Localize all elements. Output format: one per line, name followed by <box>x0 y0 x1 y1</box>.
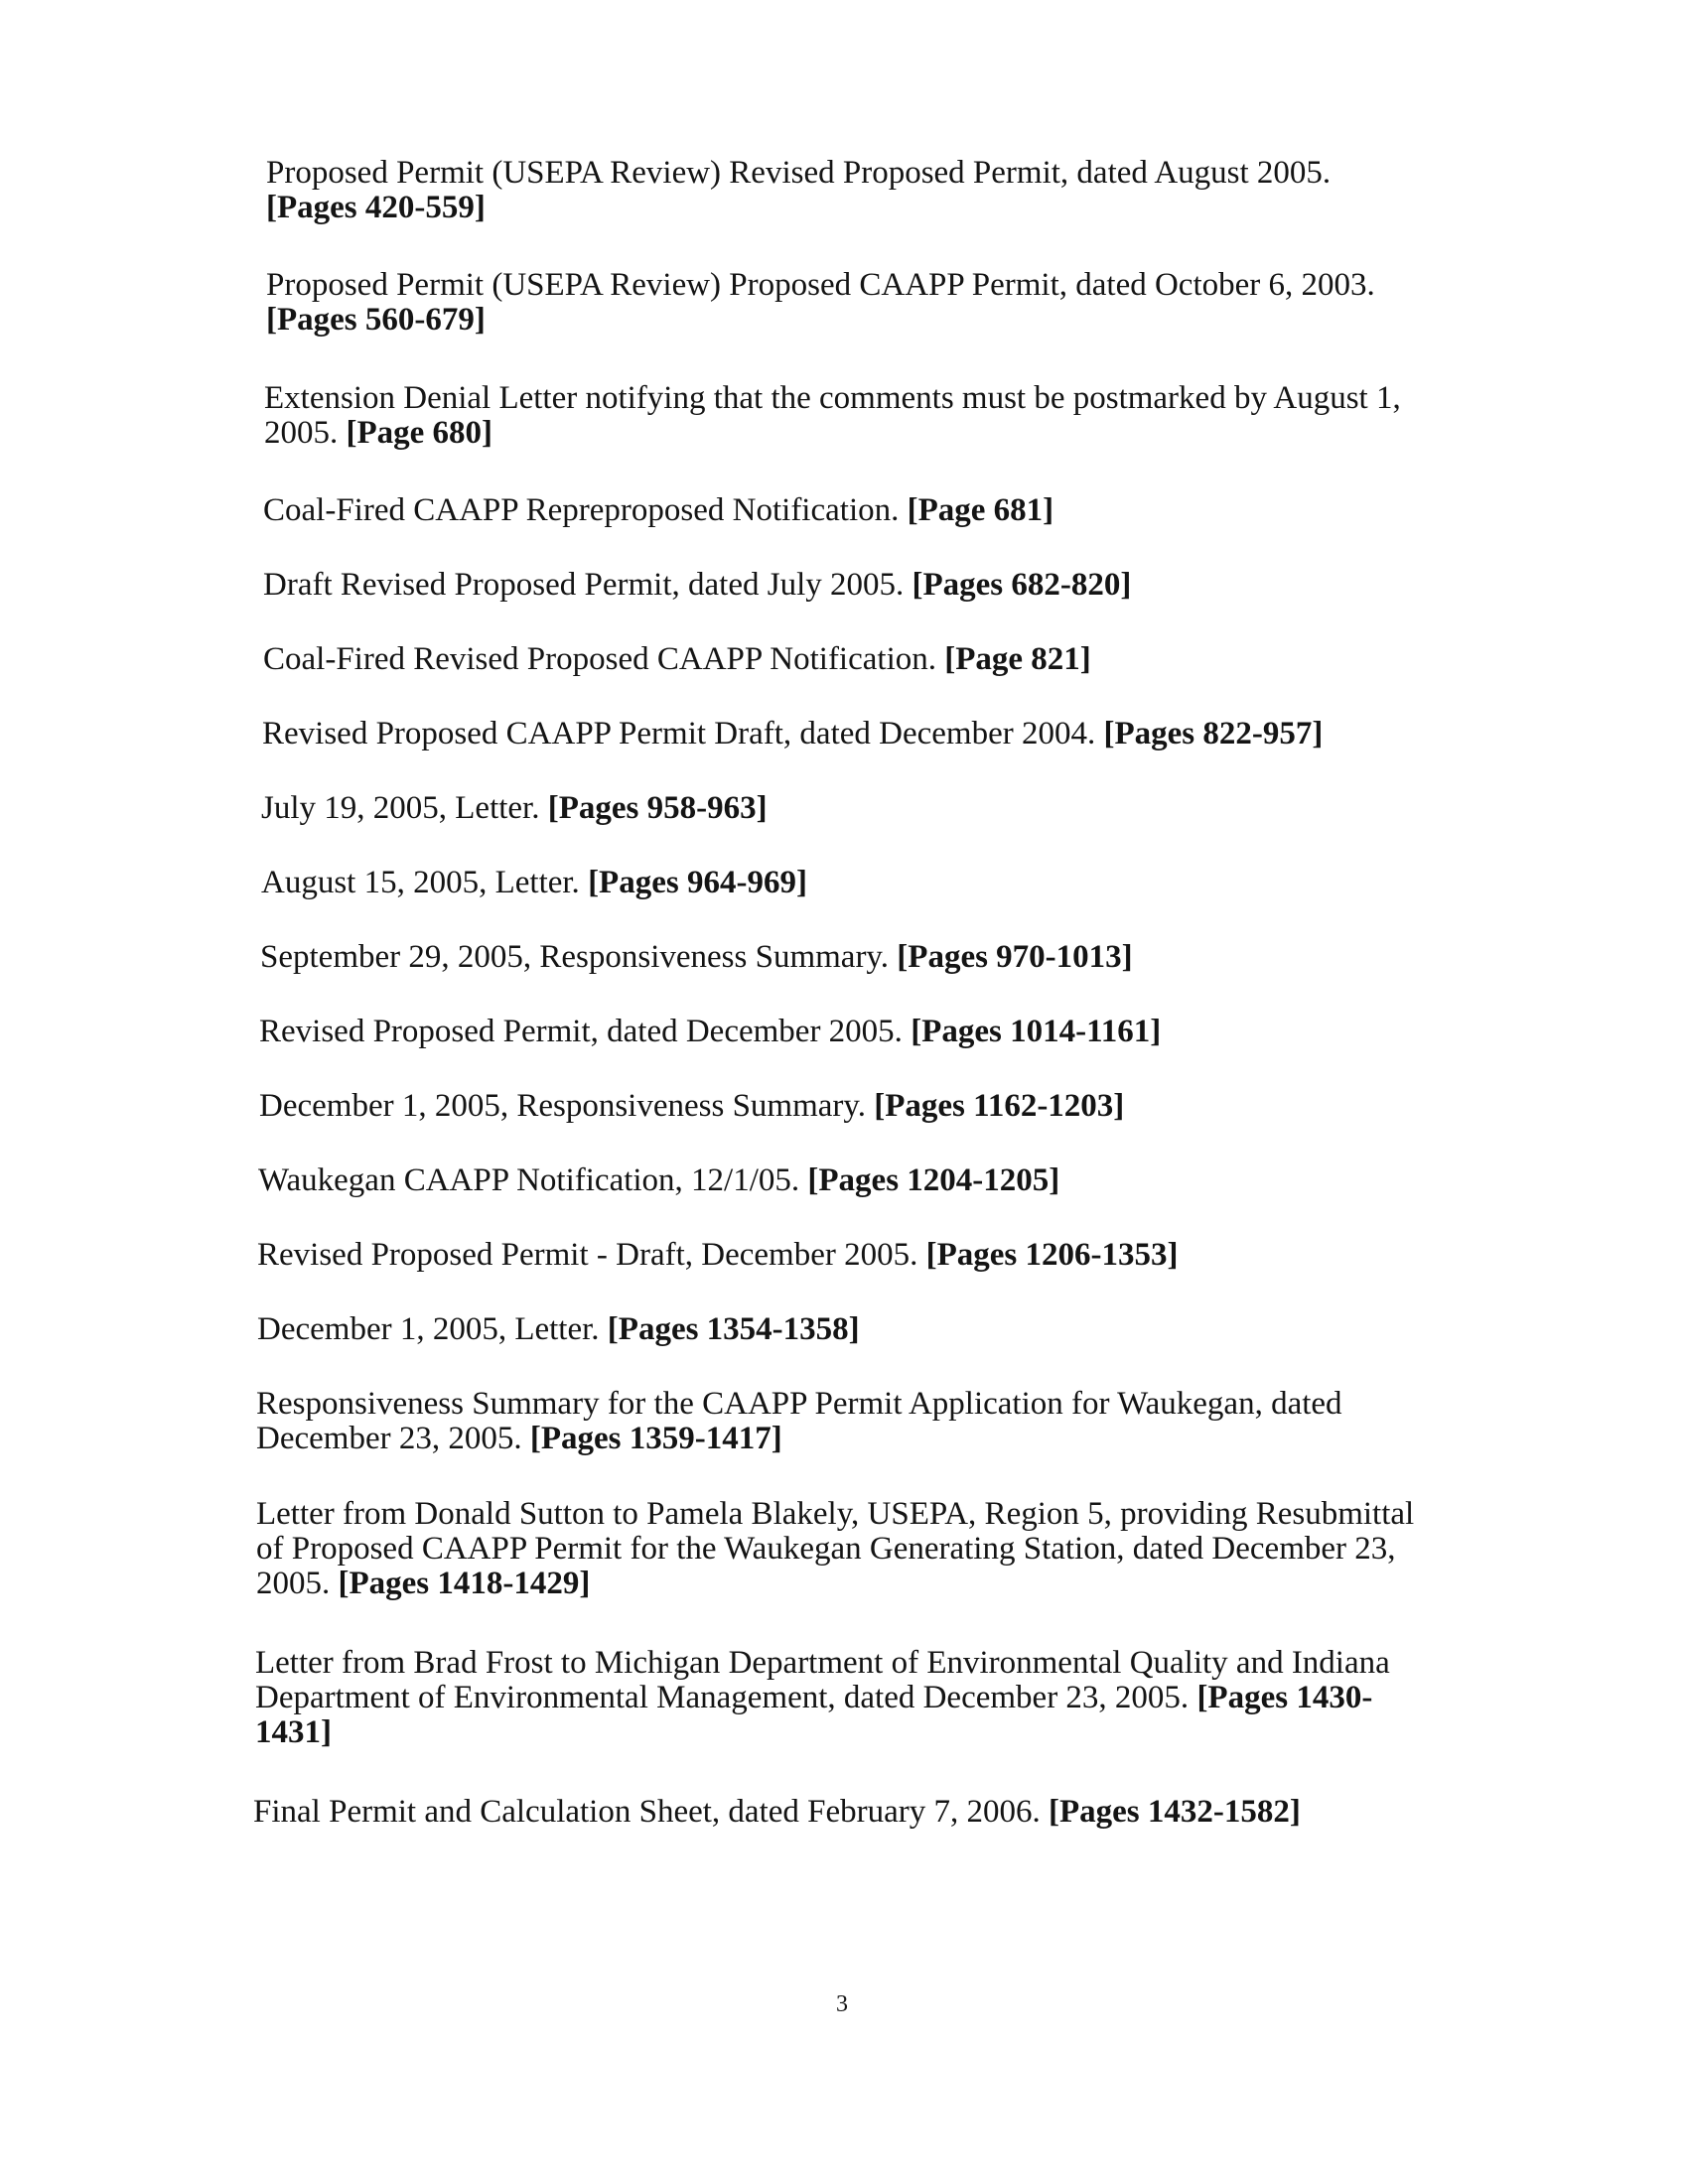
entry-text: Coal-Fired Revised Proposed CAAPP Notification. <box>263 641 945 677</box>
page-reference: [Pages 970-1013] <box>897 939 1133 975</box>
entry-text: September 29, 2005, Responsiveness Summary. <box>260 939 898 975</box>
page-reference: [Pages 958-963] <box>547 790 768 826</box>
entry-frost-letter <box>255 1646 1390 1750</box>
entry-text: Responsiveness Summary for the CAAPP Permit Application for Waukegan, dated <box>256 1386 1342 1422</box>
entry-proposed-caapp-permit-oct-2003 <box>266 268 1375 338</box>
entry-text: Final Permit and Calculation Sheet, dated February 7, 2006. <box>253 1794 1050 1830</box>
entry-text: Proposed Permit (USEPA Review) Proposed CAAPP Permit, dated October 6, 2003. <box>266 267 1375 303</box>
page-reference: [Page 680] <box>346 415 493 451</box>
page-reference: [Pages 1418-1429] <box>338 1566 591 1601</box>
page-reference: [Pages 1432-1582] <box>1049 1794 1301 1830</box>
entry-dec-1-responsiveness-summary <box>259 1089 1124 1124</box>
entry-sutton-letter-resubmittal <box>256 1497 1414 1601</box>
entry-text: Coal-Fired CAAPP Repreproposed Notification. <box>263 492 908 528</box>
page-reference: [Page 681] <box>907 492 1054 528</box>
page-reference: [Pages 1204-1205] <box>807 1162 1060 1198</box>
entry-text: December 1, 2005, Responsiveness Summary. <box>259 1088 875 1124</box>
entry-text: July 19, 2005, Letter. <box>261 790 548 826</box>
entry-text: Letter from Brad Frost to Michigan Department of Environmental Quality and Indiana <box>255 1645 1390 1681</box>
entry-revised-proposed-permit-draft-dec-2005 <box>257 1238 1178 1273</box>
entry-draft-revised-proposed-permit-july-2005 <box>263 568 1131 603</box>
entry-text: Extension Denial Letter notifying that the comments must be postmarked by August 1, <box>264 380 1401 416</box>
page-reference: [Pages 1014-1161] <box>911 1014 1162 1049</box>
entry-text: Waukegan CAAPP Notification, 12/1/05. <box>258 1162 808 1198</box>
entry-august-15-letter <box>261 866 807 900</box>
page-reference: [Pages 420-559] <box>266 190 486 225</box>
entry-july-19-letter <box>261 791 768 826</box>
page-reference: [Pages 1206-1353] <box>925 1237 1179 1273</box>
entry-text: Proposed Permit (USEPA Review) Revised Proposed Permit, dated August 2005. <box>266 155 1332 191</box>
page-reference: [Pages 682-820] <box>912 567 1132 603</box>
entry-text: Revised Proposed CAAPP Permit Draft, dated December 2004. <box>262 716 1104 751</box>
entry-coal-fired-repreproposed-notification <box>263 493 1053 528</box>
page-reference: [Page 821] <box>944 641 1091 677</box>
entry-text: December 1, 2005, Letter. <box>257 1311 608 1347</box>
entry-final-permit-calculation-sheet <box>253 1795 1301 1830</box>
entry-extension-denial-letter <box>264 381 1401 451</box>
page-reference: [Pages 560-679] <box>266 302 486 338</box>
page-reference: [Pages 1162-1203] <box>874 1088 1125 1124</box>
page-reference: [Pages 1430- <box>1196 1680 1373 1715</box>
page-reference: [Pages 822-957] <box>1103 716 1324 751</box>
entry-dec-1-letter <box>257 1312 860 1347</box>
page-reference: [Pages 1359-1417] <box>529 1421 782 1456</box>
entry-coal-fired-revised-proposed-notification <box>263 642 1091 677</box>
entry-text: Revised Proposed Permit, dated December 2005. <box>259 1014 912 1049</box>
entry-text: 2005. <box>256 1566 339 1601</box>
entry-text: Department of Environmental Management, dated December 23, 2005. <box>255 1680 1197 1715</box>
entry-text: Letter from Donald Sutton to Pamela Blakely, USEPA, Region 5, providing Resubmittal <box>256 1496 1415 1532</box>
entry-text: December 23, 2005. <box>256 1421 530 1456</box>
entry-text: Draft Revised Proposed Permit, dated July 2005. <box>263 567 912 603</box>
entry-waukegan-caapp-notification <box>258 1163 1059 1198</box>
entry-text: Revised Proposed Permit - Draft, December 2005. <box>257 1237 926 1273</box>
entry-responsiveness-summary-waukegan <box>256 1387 1342 1456</box>
entry-sept-29-responsiveness-summary <box>260 940 1133 975</box>
page-reference-continued: 1431] <box>255 1714 332 1750</box>
page-reference: [Pages 964-969] <box>588 865 807 900</box>
entry-revised-proposed-caapp-draft-dec-2004 <box>262 717 1323 751</box>
entry-revised-proposed-permit-aug-2005 <box>266 156 1331 225</box>
page-number: 3 <box>836 1991 848 2017</box>
entry-text: August 15, 2005, Letter. <box>261 865 589 900</box>
entry-revised-proposed-permit-dec-2005 <box>259 1015 1161 1049</box>
entry-text: of Proposed CAAPP Permit for the Waukegan Generating Station, dated December 23, <box>256 1531 1396 1567</box>
page-reference: [Pages 1354-1358] <box>607 1311 860 1347</box>
entry-text: 2005. <box>264 415 347 451</box>
